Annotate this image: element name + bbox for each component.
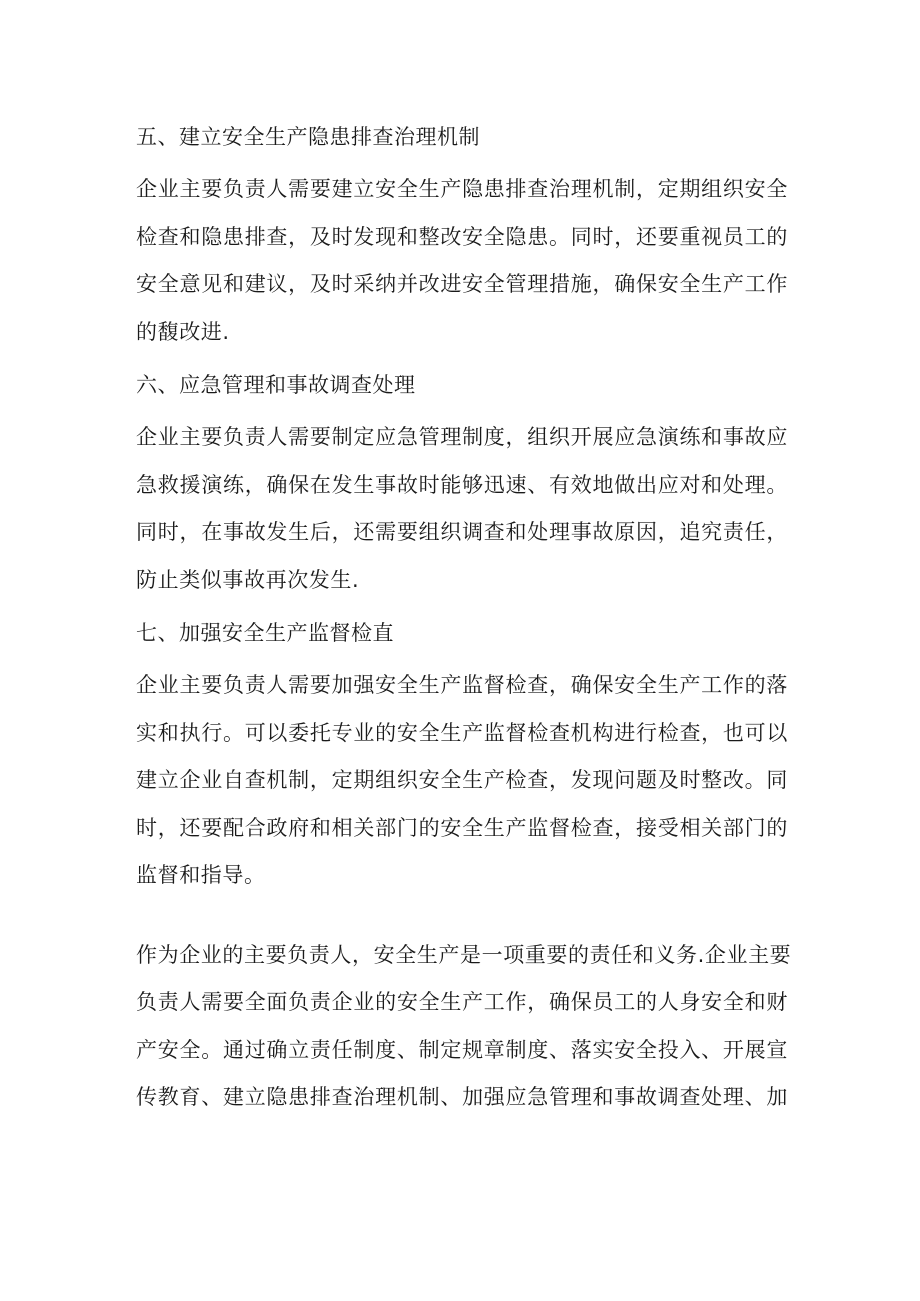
paragraph-spacer — [136, 906, 788, 932]
text-line: 建立企业自查机制，定期组织安全生产检查，发现问题及时整改。同 — [136, 768, 788, 792]
text-line: 急救援演练，确保在发生事故时能够迅速、有效地做出应对和处理。 — [136, 472, 788, 497]
text-line: 检查和隐患排查，及时发现和整改安全隐患。同时，还要重视员工的 — [136, 224, 788, 249]
text-line: 的馥改进. — [136, 319, 230, 344]
text-line: 负责人需要全面负责企业的安全生产工作，确保员工的人身安全和财 — [136, 990, 788, 1014]
text-line: 防止类似事故再次发生. — [136, 567, 360, 592]
section-heading-5: 五、建立安全生产隐患排查治理机制 — [136, 125, 480, 149]
text-line: 同时，在事故发生后，还需要组织调查和处理事故原因，追究责任， — [136, 520, 788, 544]
text-line: 作为企业的主要负责人，安全生产是一项重要的责任和义务.企业主要 — [136, 942, 792, 967]
document-page — [136, 114, 792, 1128]
text-line: 企业主要负责人需要建立安全生产隐患排查治理机制，定期组织安全 — [136, 177, 788, 201]
conclusion-paragraph — [136, 932, 792, 1122]
text-line: 企业主要负责人需要加强安全生产监督检查，确保安全生产工作的落 — [136, 673, 788, 697]
text-line: 时，还要配合政府和相关部门的安全生产监督检查，接受相关部门的 — [136, 815, 788, 840]
text-line: 安全意见和建议，及时采纳并改进安全管理措施，确保安全生产工作 — [136, 272, 788, 296]
section-heading-7: 七、加强安全生产监督检直 — [136, 621, 394, 645]
section-body-6 — [136, 414, 788, 604]
section-heading-6: 六、应急管理和事故调查处理 — [136, 373, 416, 397]
text-line: 企业主要负责人需要制定应急管理制度，组织开展应急演练和事故应 — [136, 425, 788, 449]
text-line: 传教育、建立隐患排查治理机制、加强应急管理和事故调查处理、加 — [136, 1085, 788, 1109]
text-line: 监督和指导。 — [136, 863, 266, 887]
text-line: 实和执行。可以委托专业的安全生产监督检查机构进行检查，也可以 — [136, 720, 788, 745]
section-body-5 — [136, 166, 788, 356]
section-body-7 — [136, 662, 788, 900]
text-line: 产安全。通过确立责任制度、制定规章制度、落实安全投入、开展宣 — [136, 1037, 788, 1062]
